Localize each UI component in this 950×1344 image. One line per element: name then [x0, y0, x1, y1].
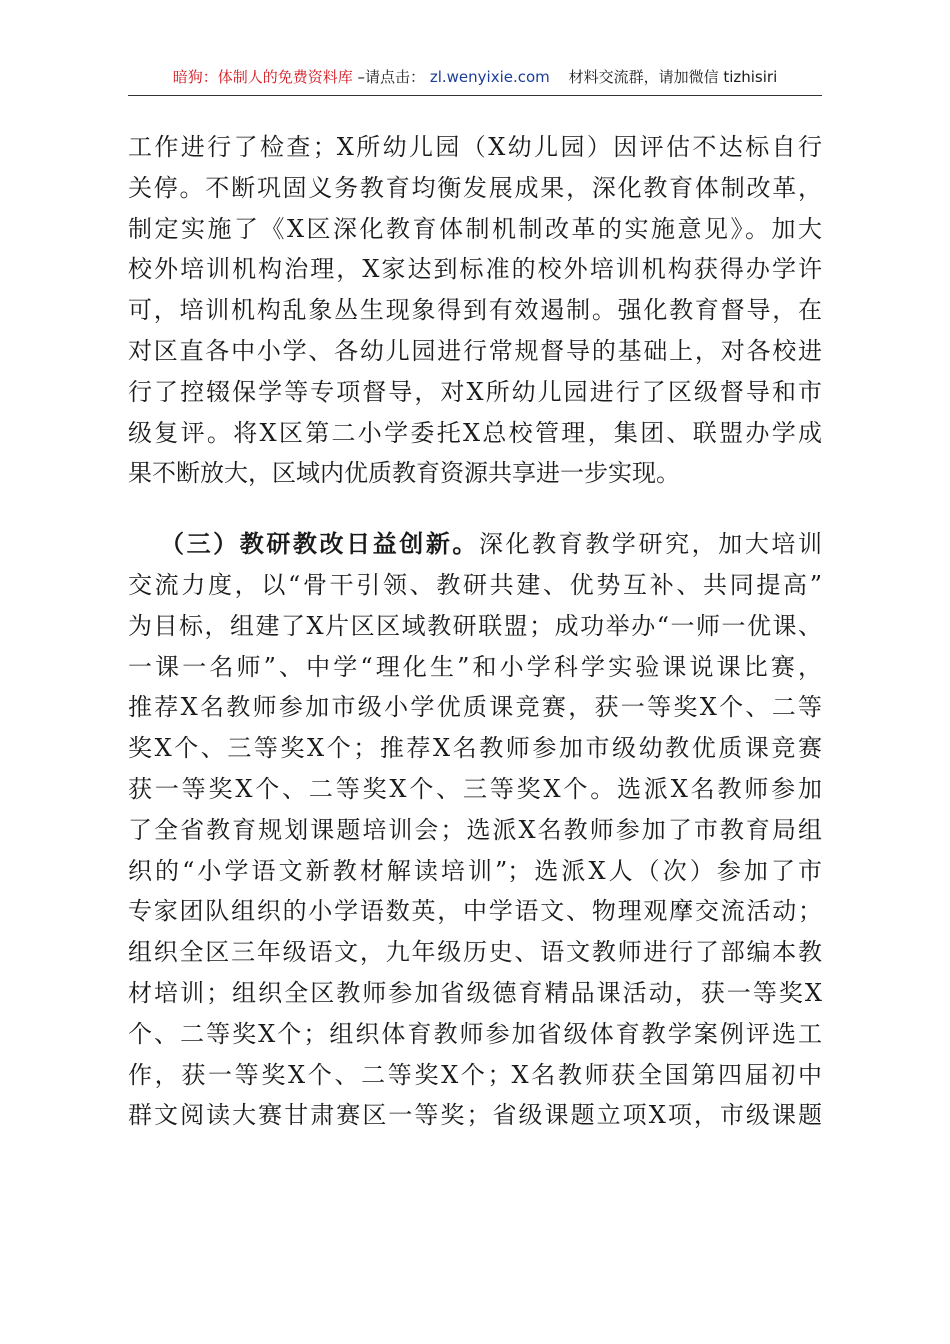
header-divider [128, 95, 822, 96]
section-heading: （三）教研教改日益创新。 [160, 529, 479, 559]
document-body [128, 127, 822, 1136]
text-line: 交流力度，以“骨干引领、教研共建、优势互补、共同提高” [128, 570, 822, 599]
page-header [128, 66, 822, 96]
paragraph-spacer [128, 494, 822, 524]
text-line: 可，培训机构乱象丛生现象得到有效遏制。强化教育督导，在 [128, 296, 822, 325]
text-line: 织的“小学语文新教材解读培训”；选派X人（次）参加了市 [128, 856, 822, 885]
text-line: 组织全区三年级语文，九年级历史、语文教师进行了部编本教 [128, 938, 822, 967]
text-line: 了全省教育规划课题培训会；选派X名教师参加了市教育局组 [128, 815, 822, 844]
text-line: 行了控辍保学等专项督导，对X所幼儿园进行了区级督导和市 [128, 377, 822, 406]
text-line: 关停。不断巩固义务教育均衡发展成果，深化教育体制改革， [128, 173, 822, 202]
text-line: 为目标，组建了X片区区域教研联盟；成功举办“一师一优课、 [128, 611, 822, 640]
header-click-prompt: –请点击： [357, 68, 426, 86]
text-line: 校外培训机构治理，X家达到标准的校外培训机构获得办学许 [128, 255, 822, 284]
text-line: 个、二等奖X个；组织体育教师参加省级体育教学案例评选工 [128, 1019, 822, 1048]
header-wechat-note: 材料交流群，请加微信 tizhisiri [568, 68, 778, 86]
header-site-name: 暗狗：体制人的免费资料库 [172, 68, 353, 86]
text-line: 一课一名师”、中学“理化生”和小学科学实验课说课比赛， [128, 652, 822, 681]
paragraph-2 [128, 524, 822, 1136]
text-line: 果不断放大，区域内优质教育资源共享进一步实现。 [128, 459, 680, 488]
text-line: 专家团队组织的小学语数英，中学语文、物理观摩交流活动； [128, 897, 822, 926]
text-line: 推荐X名教师参加市级小学优质课竞赛，获一等奖X个、二等 [128, 693, 822, 722]
heading-line-rest: 深化教育教学研究，加大培训 [479, 530, 822, 559]
text-line: 级复评。将X区第二小学委托X总校管理，集团、联盟办学成 [128, 418, 822, 447]
text-line: 奖X个、三等奖X个；推荐X名教师参加市级幼教优质课竞赛 [128, 734, 822, 763]
text-line: 群文阅读大赛甘肃赛区一等奖；省级课题立项X项，市级课题 [128, 1101, 822, 1130]
text-line: 获一等奖X个、二等奖X个、三等奖X个。选派X名教师参加 [128, 774, 822, 803]
text-line: 材培训；组织全区教师参加省级德育精品课活动，获一等奖X [128, 978, 822, 1007]
paragraph-1 [128, 127, 822, 494]
text-line: 制定实施了《X区深化教育体制机制改革的实施意见》。加大 [128, 214, 822, 243]
text-line: 作，获一等奖X个、二等奖X个；X名教师获全国第四届初中 [128, 1060, 822, 1089]
text-line [128, 524, 822, 565]
text-line: 对区直各中小学、各幼儿园进行常规督导的基础上，对各校进 [128, 336, 822, 365]
header-url-link[interactable]: zl.wenyixie.com [429, 68, 550, 86]
text-line: 工作进行了检查；X所幼儿园（X幼儿园）因评估不达标自行 [128, 133, 822, 161]
